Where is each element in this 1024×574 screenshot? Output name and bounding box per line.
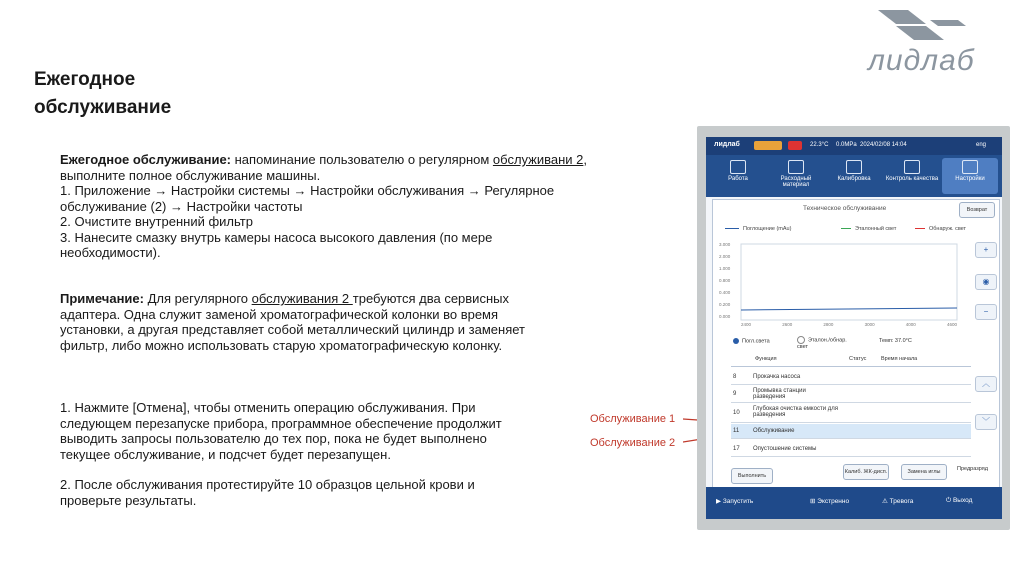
exit-button[interactable] xyxy=(946,497,972,505)
bottom-bar xyxy=(706,487,1002,519)
row-name: Прокачка насоса xyxy=(753,374,801,380)
text-line: установки, а другая представляет собой металлический цилиндр и заменяет xyxy=(60,322,525,337)
y-tick: 0.800 xyxy=(719,278,731,283)
logo-mark-icon xyxy=(868,8,968,44)
y-tick: 2.000 xyxy=(719,254,731,259)
execute-button[interactable]: Выполнить xyxy=(731,468,773,484)
row-number: 11 xyxy=(733,428,740,434)
zoom-in-button[interactable]: + xyxy=(975,242,997,258)
datetime-readout: 2024/02/08 14:04 xyxy=(860,142,907,148)
annotation-maintenance-2: Обслуживание 2 xyxy=(590,437,676,449)
back-button[interactable]: Возврат xyxy=(959,202,995,218)
table-row[interactable] xyxy=(731,386,971,403)
link-maintenance-2: обслуживани 2 xyxy=(492,152,584,167)
x-tick: 2400 xyxy=(741,322,752,327)
page-title xyxy=(34,66,294,122)
y-tick: 0.400 xyxy=(719,290,731,295)
logo-text: лидлаб xyxy=(868,44,975,77)
text-line: 2. После обслуживания протестируйте 10 образцов цельной крови и xyxy=(60,477,475,492)
temperature-readout: 22.3°C xyxy=(810,142,829,148)
text-line: следующем перезапуске прибора, программное обеспечение продолжит xyxy=(60,415,502,431)
radio-label: Эталон./обнар. свет xyxy=(797,337,847,350)
note-heading: Примечание: xyxy=(60,291,144,306)
row-number: 8 xyxy=(733,374,737,380)
text-line: выполните полное обслуживание машины. xyxy=(60,167,321,183)
emergency-button[interactable] xyxy=(810,497,849,505)
y-tick: 3.000 xyxy=(719,242,731,247)
nav-calibration[interactable] xyxy=(826,158,882,194)
x-tick: 2800 xyxy=(823,322,834,327)
scroll-down-button[interactable]: ﹀ xyxy=(975,414,997,430)
radio-absorption[interactable] xyxy=(733,338,770,344)
alarm-button[interactable] xyxy=(882,497,913,505)
nav-label: Расходный материал xyxy=(780,176,812,188)
instructions-text xyxy=(60,400,580,508)
play-icon: ▶ xyxy=(716,498,721,505)
status-bar xyxy=(706,137,1002,155)
quality-chart-icon xyxy=(904,160,920,174)
text-line: текущее обслуживание, и подсчет будет перезапущен. xyxy=(60,446,391,462)
annual-maintenance-text xyxy=(60,152,620,261)
column-header: Статус xyxy=(849,356,867,362)
predischarge-button[interactable]: Предразряд xyxy=(957,466,988,472)
nav-settings[interactable] xyxy=(942,158,998,194)
temperature-label: Темп: 37.0°C xyxy=(879,338,912,344)
row-number: 9 xyxy=(733,391,737,397)
chart-legend xyxy=(719,226,991,236)
calibration-icon xyxy=(846,160,862,174)
text-span: Для регулярного xyxy=(143,291,252,306)
x-tick: 3000 xyxy=(864,322,875,327)
text-span: напоминание пользователю о регулярном xyxy=(231,152,493,167)
title-line: обслуживание xyxy=(34,97,172,118)
warning-icon: ⚠ xyxy=(882,498,888,505)
needle-replace-button[interactable]: Замена иглы xyxy=(901,464,947,480)
text-line: выводить запросы пользователю до тех пор, пока не будет выполнено xyxy=(60,431,487,446)
block1-heading: Ежегодное обслуживание: xyxy=(60,152,232,167)
main-nav xyxy=(706,155,1002,197)
text-line: 1. Приложение → Настройки системы → Настройки обслуживания → Регулярное xyxy=(60,183,555,198)
radio-selected-icon xyxy=(733,338,739,344)
power-icon: ⏻ xyxy=(946,497,952,504)
text-line: 3. Нанесите смазку внутрь камеры насоса высокого давления (по мере xyxy=(60,229,493,245)
device-screen xyxy=(706,137,1002,519)
legend-absorption: Поглощение (mAu) xyxy=(743,226,792,232)
nav-label: Работа xyxy=(728,176,748,182)
y-tick: 0.200 xyxy=(719,302,731,307)
x-axis-ticks xyxy=(741,322,957,327)
y-tick: 0.000 xyxy=(719,314,731,319)
text-line: 2. Очистите внутренний фильтр xyxy=(60,214,253,229)
legend-swatch xyxy=(841,228,851,229)
nav-label: Контроль качества xyxy=(885,176,939,182)
legend-swatch xyxy=(915,228,925,229)
nav-label: Настройки xyxy=(955,176,985,182)
row-name: Обслуживание xyxy=(753,428,795,434)
nav-quality-control[interactable] xyxy=(884,158,940,194)
alert-badge xyxy=(788,141,802,150)
radio-reference-detection[interactable] xyxy=(797,336,857,350)
plus-box-icon: ⊞ xyxy=(810,498,816,505)
absorption-chart xyxy=(719,240,963,332)
title-line: Ежегодное xyxy=(34,69,136,90)
table-row[interactable] xyxy=(731,442,971,457)
x-tick: 4600 xyxy=(946,322,957,327)
panel-title: Техническое обслуживание xyxy=(803,205,887,212)
note-text xyxy=(60,291,580,353)
text-line: проверьте результаты. xyxy=(60,492,197,508)
work-icon xyxy=(730,160,746,174)
bottom-label: Выход xyxy=(952,497,973,504)
text-line: обслуживание (2) → Настройки частоты xyxy=(60,198,303,214)
text-line: необходимости). xyxy=(60,245,161,260)
legend-swatch xyxy=(725,228,739,229)
row-name: Опустошение системы xyxy=(753,446,817,452)
start-button[interactable] xyxy=(716,497,753,505)
row-name: Глубокая очистка емкости для разведения xyxy=(753,406,838,418)
legend-reference: Эталонный свет xyxy=(855,226,897,232)
link-maintenance-2-note: обслуживания 2 xyxy=(251,291,353,306)
row-name: Промывка станции разведения xyxy=(753,388,806,400)
row-number: 17 xyxy=(733,446,740,452)
text-line: адаптера. Одна служит заменой хроматографической колонки во время xyxy=(60,306,499,322)
text-line: 1. Нажмите [Отмена], чтобы отменить операцию обслуживания. При xyxy=(60,400,476,415)
y-axis-ticks xyxy=(719,242,745,326)
radio-label: Погл.света xyxy=(742,338,770,345)
bottom-label: Запустить xyxy=(722,498,754,505)
consumables-icon xyxy=(788,160,804,174)
reset-view-button[interactable]: ◉ xyxy=(975,274,997,290)
maintenance-panel xyxy=(712,199,1000,509)
table-row-selected[interactable] xyxy=(731,424,971,439)
x-tick: 2600 xyxy=(782,322,793,327)
legend-detection: Обнаруж. свет xyxy=(929,226,967,232)
nav-work[interactable] xyxy=(710,158,766,194)
bottom-label: Экстренно xyxy=(817,498,850,505)
annotation-maintenance-1: Обслуживание 1 xyxy=(590,413,676,425)
language-label: eng xyxy=(976,142,987,148)
table-row[interactable] xyxy=(731,404,971,423)
zoom-out-button[interactable]: − xyxy=(975,304,997,320)
scroll-up-button[interactable]: ︿ xyxy=(975,376,997,392)
radio-unselected-icon xyxy=(797,336,805,344)
company-logo xyxy=(868,8,988,78)
x-tick: 4000 xyxy=(905,322,916,327)
pressure-readout: 0.0MPa xyxy=(836,142,857,148)
nav-consumables[interactable] xyxy=(768,158,824,194)
y-tick: 1.000 xyxy=(719,266,731,271)
row-number: 10 xyxy=(733,410,740,416)
column-header: Время начала xyxy=(881,356,918,362)
lcd-calibration-button[interactable]: Калиб. ЖК-дисп. xyxy=(843,464,889,480)
column-header: Функция xyxy=(755,356,777,362)
table-header xyxy=(731,356,971,367)
text-span: требуются два сервисных xyxy=(352,291,509,306)
nav-label: Калибровка xyxy=(837,176,871,182)
text-line: фильтр, либо можно использовать старую хроматографическую колонку. xyxy=(60,337,503,353)
table-row[interactable] xyxy=(731,370,971,385)
settings-grid-icon xyxy=(962,160,978,174)
status-badge xyxy=(754,141,782,150)
text-span: , xyxy=(583,152,588,167)
bottom-label: Тревога xyxy=(889,498,914,505)
device-brand: лидлаб xyxy=(714,141,740,148)
